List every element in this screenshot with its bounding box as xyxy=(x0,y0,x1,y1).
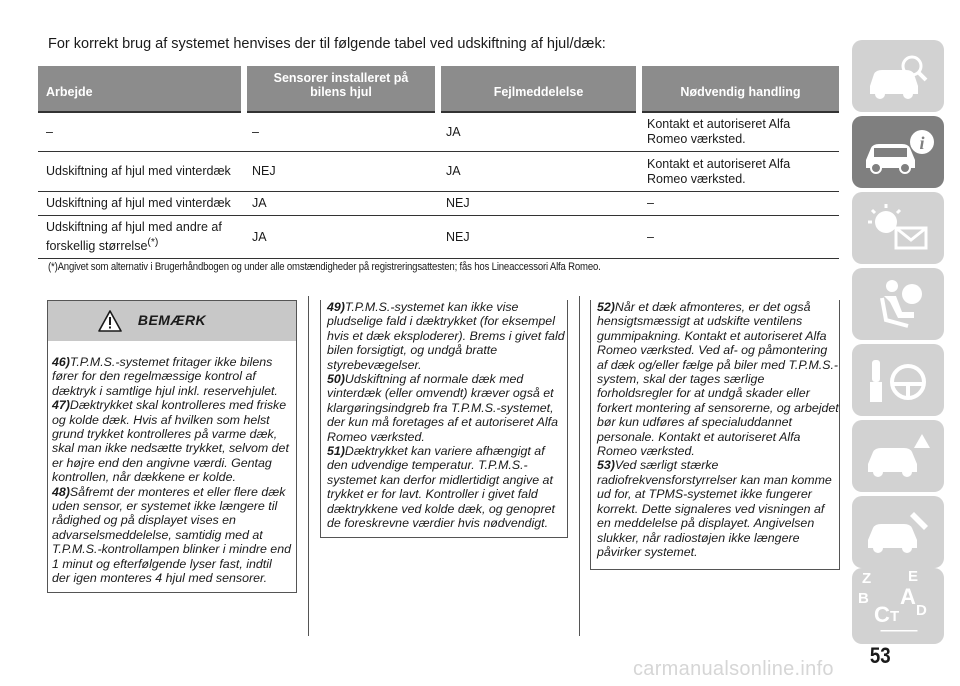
note-column-2 xyxy=(320,300,568,538)
column-divider xyxy=(579,296,580,636)
note-box xyxy=(47,300,297,593)
page-number: 53 xyxy=(869,643,891,668)
note-text: T.P.M.S.-systemet fritager ikke bilens fører for den regelmæssige kontrol af dæktryk i samtlige hjul inkl. reservehjulet. xyxy=(52,355,278,398)
sidebar-tab-index-letters[interactable] xyxy=(852,568,944,630)
note-number: 50) xyxy=(327,372,345,387)
table-row xyxy=(38,152,839,192)
note-item xyxy=(597,300,839,458)
car-info-icon xyxy=(852,116,944,188)
note-text: Når et dæk afmonteres, er det også hensigtsmæssigt at udskifte ventilens gummipakning. Kontakt et autoriseret Alfa Romeo værksted. Ved af- og påmontering af dæk og/eller fælge på biler med T.P.M.S.-system, skal der tages særlige forholdsregler for at undgå skader eller forkert montering af sensorerne, og arbejdet bør kun udføres af specialuddannet personale. Kontakt et autoriseret Alfa Romeo værksted. xyxy=(597,300,839,459)
table-row xyxy=(38,216,839,259)
table-cell-text: Udskiftning af hjul med andre af forskellig størrelse xyxy=(46,220,222,254)
table-cell: – xyxy=(639,216,839,259)
note-number: 53) xyxy=(597,458,615,473)
table-header-row xyxy=(38,66,839,112)
wheel-change-table xyxy=(38,66,839,259)
key-steering-wheel-icon xyxy=(852,344,944,416)
note-text: Dæktrykket skal kontrolleres med friske og kolde dæk. Hvis af hvilken som helst grund trykket kontrolleres på varme dæk, skal man ikke nedsætte trykket, selvom det er højre end den angivne værdi. Gentag kontrollen, når dækkene er kolde. xyxy=(52,398,289,485)
note-text: Ved særligt stærke radiofrekvensforstyrrelser kan man komme ud for, at TPMS-systemet ikke fungerer korrekt. Dette signaleres ved visningen af en meddelelse på displayet. Angivelsen slukker, når radiostøjen ikke længere påvirker systemet. xyxy=(597,458,832,559)
note-item xyxy=(597,458,839,559)
index-letter: C xyxy=(874,602,890,627)
note-column-3 xyxy=(590,300,840,570)
table-cell: Kontakt et autoriseret Alfa Romeo værksted. xyxy=(639,112,839,152)
note-text: Dæktrykket kan variere afhængigt af den udvendige temperatur. T.P.M.S.-systemet kan derfor midlertidigt angive at trykket er for lavt. Kontroller i givet fald dæktrykkene ved kolde dæk, og genopret de foreskrevne værdier hvis nødvendigt. xyxy=(327,444,555,531)
table-cell: JA xyxy=(438,112,639,152)
table-cell: – xyxy=(639,192,839,216)
index-letter: B xyxy=(858,590,869,607)
index-letter: D xyxy=(916,602,927,619)
note-item xyxy=(52,355,293,398)
note-box-text xyxy=(48,341,296,586)
table-cell: JA xyxy=(244,192,438,216)
warning-light-message-icon xyxy=(852,192,944,264)
sidebar-tab-warning-lights[interactable] xyxy=(852,192,944,264)
sidebar-tab-emergency[interactable] xyxy=(852,420,944,492)
table-cell: Udskiftning af hjul med vinterdæk xyxy=(38,152,244,192)
car-search-icon xyxy=(852,40,944,112)
footnote-marker: (*) xyxy=(48,261,58,273)
footnote-text: Angivet som alternativ i Brugerhåndbogen og under alle omstændigheder på registreringsattesten; fås hos Lineaccessori Alfa Romeo. xyxy=(57,261,601,273)
note-item xyxy=(327,300,567,372)
footnote-marker: (*) xyxy=(147,237,159,248)
note-number: 46) xyxy=(52,355,70,369)
table-header-cell: Sensorer installeret på bilens hjul xyxy=(244,66,438,112)
table-header-cell: Fejlmeddelelse xyxy=(438,66,639,112)
index-letter: E xyxy=(908,568,919,585)
note-item xyxy=(327,444,567,530)
table-header-cell: Arbejde xyxy=(38,66,244,112)
note-item xyxy=(52,485,293,586)
table-cell: NEJ xyxy=(244,152,438,192)
table-row xyxy=(38,112,839,152)
note-number: 48) xyxy=(52,484,70,499)
note-number: 52) xyxy=(597,300,615,314)
sidebar-tab-safety[interactable] xyxy=(852,268,944,340)
table-row xyxy=(38,192,839,216)
svg-text:i: i xyxy=(919,133,925,153)
index-letter: T xyxy=(890,608,900,625)
note-number: 47) xyxy=(52,398,70,413)
sidebar-tab-starting-driving[interactable] xyxy=(852,344,944,416)
table-cell: – xyxy=(38,112,244,152)
table-cell xyxy=(38,216,244,259)
car-maintenance-icon xyxy=(852,496,944,568)
note-box-title: BEMÆRK xyxy=(137,312,207,328)
table-cell: JA xyxy=(244,216,438,259)
table-cell: Kontakt et autoriseret Alfa Romeo værksted. xyxy=(639,152,839,192)
sidebar-tab-maintenance[interactable] xyxy=(852,496,944,568)
table-cell: NEJ xyxy=(438,192,639,216)
column-divider xyxy=(308,296,309,636)
table-cell: Udskiftning af hjul med vinterdæk xyxy=(38,192,244,216)
index-letter: A xyxy=(900,584,916,609)
intro-text: For korrekt brug af systemet henvises der til følgende tabel ved udskiftning af hjul/dæk: xyxy=(48,36,606,52)
table-cell: JA xyxy=(438,152,639,192)
note-text: Udskiftning af normale dæk med vinterdæk (eller omvendt) kræver også et klargøringsindgreb fra T.P.M.S.-systemet, der kun må foretages af et autoriseret Alfa Romeo værksted. xyxy=(327,372,558,444)
car-breakdown-icon xyxy=(852,420,944,492)
sidebar-tab-car-search[interactable] xyxy=(852,40,944,112)
table-header-cell: Nødvendig handling xyxy=(639,66,839,112)
airbag-person-icon xyxy=(852,268,944,340)
note-box-header xyxy=(48,301,296,341)
note-item xyxy=(52,398,293,484)
watermark: carmanualsonline.info xyxy=(633,658,834,680)
sidebar-tab-car-info[interactable] xyxy=(852,116,944,188)
table-cell: – xyxy=(244,112,438,152)
note-text: T.P.M.S.-systemet kan ikke vise pludselige fald i dæktrykket (for eksempel hvis et dæk eksploderer). Brems i givet fald bilen forsigtigt, og undgå bratte styrebevægelser. xyxy=(327,300,565,372)
note-number: 49) xyxy=(327,300,345,314)
index-letter: Z xyxy=(862,570,872,587)
table-cell: NEJ xyxy=(438,216,639,259)
note-number: 51) xyxy=(327,444,345,459)
note-item xyxy=(327,372,567,444)
note-text: Såfremt der monteres et eller flere dæk uden sensor, er systemet ikke længere til rådighed og på displayet vises en advarselsmeddelelse, samtidig med at T.P.M.S.-kontrollampen blinker i mindre end 1 minut og efterfølgende lyser fast, indtil der igen monteres 4 hjul med sensorer. xyxy=(52,484,291,586)
table-footnote xyxy=(48,261,838,273)
